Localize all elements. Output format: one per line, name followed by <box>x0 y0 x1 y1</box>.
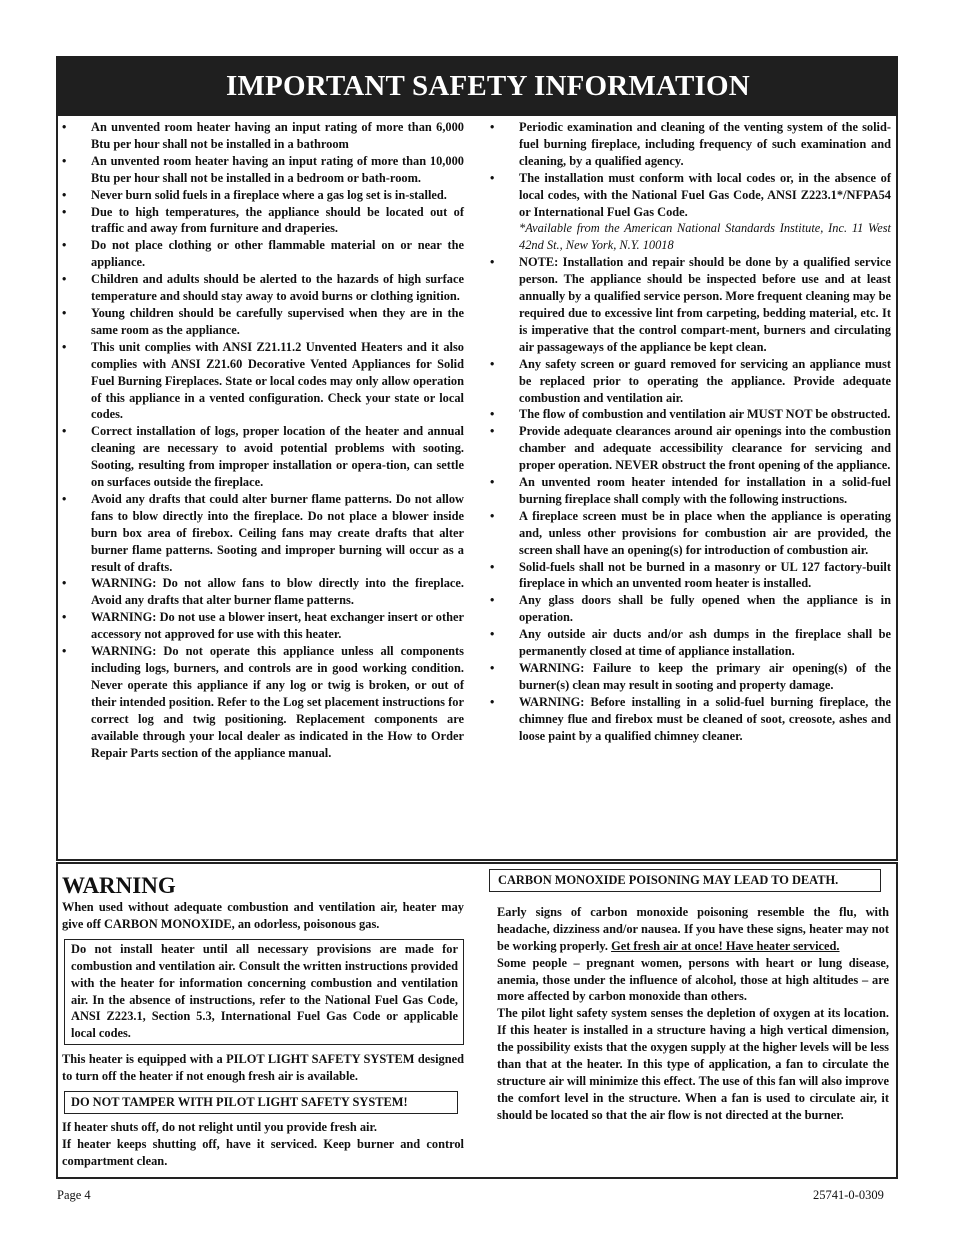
item-text: WARNING: Failure to keep the primary air opening(s) of the burner(s) clean may result in sooting and property damage. <box>519 661 891 692</box>
list-item <box>62 119 464 153</box>
bullet-icon: • <box>62 644 67 659</box>
bullet-icon: • <box>490 120 495 134</box>
bullet-icon: • <box>490 661 495 675</box>
warning-heading: WARNING <box>62 873 176 898</box>
item-text: Young children should be carefully supervised when they are in the same room as the appliance. <box>91 305 464 337</box>
bullet-icon: • <box>62 424 67 439</box>
page-number: Page 4 <box>57 1188 91 1202</box>
bullet-icon: • <box>62 305 67 320</box>
item-text: WARNING: Do not operate this appliance unless all components including logs, burners, and controls are in good working condition. Never operate this appliance if any log or twig is broken, or out of their intended position. Refer to the Log set placement instructions for correct log and twig positioning. Replacement components are available through your local dealer as indicated in the How to Order Repair Parts section of the appliance manual. <box>91 644 464 760</box>
bullet-icon: • <box>490 356 495 371</box>
list-item <box>62 187 464 204</box>
list-item <box>490 660 891 694</box>
list-item <box>62 305 464 339</box>
left-bullet-list <box>62 119 464 761</box>
bullet-icon: • <box>490 255 495 270</box>
bullet-icon: • <box>62 272 67 287</box>
list-item <box>490 592 891 626</box>
item-text: The installation must conform with local codes or, in the absence of local codes, with the National Fuel Gas Code, ANSI Z223.1*/NFPA54 or International Fuel Gas Code. <box>519 170 891 219</box>
bullet-icon: • <box>62 576 67 591</box>
warning-section <box>62 873 464 1170</box>
ventilation-notice-text: Do not install heater until all necessary provisions are made for combustion and ventilation air. Consult the written instructions provided with the heater for information concerning combustion and ventilation air. In the absence of instructions, refer to the National Fuel Gas Code, ANSI Z223.1, Section 5.3, International Fuel Gas Code or applicable local codes. <box>71 941 458 1041</box>
warning-intro: When used without adequate combustion and ventilation air, heater may give off CARBON MONOXIDE, an odorless, poisonous gas. <box>62 900 464 931</box>
co-paragraph-1 <box>497 904 889 955</box>
list-item <box>62 153 464 187</box>
list-item <box>490 406 891 423</box>
document-number: 25741-0-0309 <box>813 1188 884 1202</box>
bullet-icon: • <box>62 187 67 202</box>
item-text: A fireplace screen must be in place when the appliance is operating and, unless other provisions for combustion air are provided, the screen shall have an opening(s) for introduction of combustion air. <box>519 508 891 557</box>
item-text: Avoid any drafts that could alter burner flame patterns. Do not allow fans to blow directly into the fireplace. Do not place a blower inside burn box area of firebox. Ceiling fans may create drafts that alter burner flame patterns. Sooting and improper burning will occur as a result of drafts. <box>91 491 464 574</box>
list-item <box>62 204 464 238</box>
item-text: Due to high temperatures, the appliance should be located out of traffic and away from furniture and draperies. <box>91 204 464 236</box>
list-item <box>62 609 464 643</box>
item-text: Any safety screen or guard removed for servicing an appliance must be replaced prior to operating the appliance. Provide adequate combustion and ventilation air. <box>519 356 891 405</box>
right-column <box>490 119 891 745</box>
left-column <box>62 119 464 761</box>
title-bar <box>56 56 898 116</box>
bullet-icon: • <box>62 120 67 134</box>
item-text: WARNING: Do not allow fans to blow directly into the fireplace. Avoid any drafts that alter burner flame patterns. <box>91 576 464 608</box>
list-item <box>62 271 464 305</box>
carbon-monoxide-section <box>497 869 889 1124</box>
bullet-icon: • <box>62 153 67 168</box>
item-text: Provide adequate clearances around air openings into the combustion chamber and adequate accessibility clearance for servicing and proper operation. NEVER obstruct the front opening of the appliance. <box>519 424 891 473</box>
bullet-icon: • <box>490 508 495 523</box>
shutoff-text-1: If heater shuts off, do not relight until you provide fresh air. <box>62 1119 377 1134</box>
list-item <box>62 491 464 576</box>
right-bullet-list <box>490 119 891 745</box>
list-item <box>490 626 891 660</box>
bullet-icon: • <box>490 627 495 642</box>
bullet-icon: • <box>490 424 495 439</box>
bullet-icon: • <box>490 593 495 608</box>
list-item <box>490 508 891 559</box>
list-item <box>62 575 464 609</box>
ansi-availability-note: *Available from the American National Standards Institute, Inc. 11 West 42nd St., New York, N.Y. 10018 <box>519 221 891 253</box>
item-text: Do not place clothing or other flammable material on or near the appliance. <box>91 238 464 270</box>
co-paragraph-3: The pilot light safety system senses the depletion of oxygen at its location. If this heater is installed in a structure having a high vertical dimension, the possibility exists that the oxygen supply at the higher levels will be less than that at the heater. In this type of application, a fan to circulate the structure air will minimize this effect. The use of this fan will also improve the comfort level in the structure. When a fan is used to circulate air, it should be located so that the air flow is not directed at the burner. <box>497 1006 889 1122</box>
item-text: Never burn solid fuels in a fireplace where a gas log set is in-stalled. <box>91 187 447 202</box>
item-text: An unvented room heater having an input rating of more than 10,000 Btu per hour shall not be installed in a bedroom or bath-room. <box>91 153 464 185</box>
item-text: NOTE: Installation and repair should be done by a qualified service person. The appliance should be inspected before use and at least annually by a qualified service person. More frequent cleaning may be required due to excessive lint from carpeting, bedding material, etc. It is imperative that the control compart-ment, burners and circulating air passageways of the appliance be kept clean. <box>519 255 891 354</box>
list-item <box>490 694 891 745</box>
list-item <box>62 423 464 491</box>
item-text: Correct installation of logs, proper location of the heater and annual cleaning are necessary to avoid potential problems with sooting. Sooting, resulting from improper installation or opera-tion, can settle on surfaces outside the fireplace. <box>91 424 464 490</box>
list-item <box>490 170 891 255</box>
bullet-icon: • <box>62 491 67 506</box>
item-text: WARNING: Do not use a blower insert, heat exchanger insert or other accessory not approved for use with this heater. <box>91 610 464 642</box>
co-paragraph-2: Some people – pregnant women, persons with heart or lung disease, anemia, those under the influence of alcohol, those at high altitudes – are more affected by carbon monoxide than others. <box>497 955 889 1004</box>
item-text: Any glass doors shall be fully opened when the appliance is in operation. <box>519 593 891 625</box>
bullet-icon: • <box>490 559 495 574</box>
item-text: Solid-fuels shall not be burned in a masonry or UL 127 factory-built fireplace in which an unvented room heater is installed. <box>519 559 891 591</box>
item-text: An unvented room heater having an input rating of more than 6,000 Btu per hour shall not be installed in a bathroom <box>91 120 464 151</box>
bullet-icon: • <box>490 694 495 709</box>
item-text: An unvented room heater intended for installation in a solid-fuel burning fireplace shall comply with the following instructions. <box>519 475 891 506</box>
pilot-light-text: This heater is equipped with a PILOT LIGHT SAFETY SYSTEM designed to turn off the heater if not enough fresh air is available. <box>62 1052 464 1084</box>
list-item <box>490 559 891 593</box>
ventilation-notice-box <box>64 939 464 1045</box>
bullet-icon: • <box>62 238 67 253</box>
list-item <box>62 237 464 271</box>
item-text: Children and adults should be alerted to the hazards of high surface temperature and should stay away to avoid burns or clothing ignition. <box>91 272 464 304</box>
tamper-warning-box <box>64 1091 458 1114</box>
bullet-icon: • <box>490 170 495 185</box>
item-text: The flow of combustion and ventilation air MUST NOT be obstructed. <box>519 407 891 422</box>
list-item <box>490 254 891 355</box>
item-text: Any outside air ducts and/or ash dumps in the fireplace shall be permanently closed at time of appliance installation. <box>519 627 891 659</box>
bullet-icon: • <box>62 339 67 354</box>
item-text: This unit complies with ANSI Z21.11.2 Unvented Heaters and it also complies with ANSI Z21.60 Decorative Vented Appliances for Solid Fuel Burning Fireplaces. State or local codes may only allow operation of this appliance in a vented configuration. Check your state or local codes. <box>91 339 464 422</box>
list-item <box>490 356 891 407</box>
item-text: Periodic examination and cleaning of the venting system of the solid-fuel burning fireplace, including frequency of such examination and cleaning, by a qualified agency. <box>519 120 891 168</box>
co-symptoms-text: Early signs of carbon monoxide poisoning resemble the flu, with headache, dizziness and/or nausea. If you have these signs, heater may not be working properly. <box>497 904 889 953</box>
co-action-text: Get fresh air at once! Have heater serviced. <box>611 938 840 953</box>
list-item <box>490 423 891 474</box>
page-title: IMPORTANT SAFETY INFORMATION <box>226 69 750 102</box>
tamper-warning-text: DO NOT TAMPER WITH PILOT LIGHT SAFETY SYSTEM! <box>71 1095 408 1110</box>
list-item <box>490 119 891 170</box>
list-item <box>62 643 464 761</box>
item-text: WARNING: Before installing in a solid-fuel burning fireplace, the chimney flue and firebox must be cleaned of soot, creosote, ashes and loose paint by a qualified chimney cleaner. <box>519 694 891 743</box>
list-item <box>62 339 464 424</box>
bullet-icon: • <box>62 610 67 625</box>
shutoff-text-2: If heater keeps shutting off, have it serviced. Keep burner and control compartment clean. <box>62 1136 464 1168</box>
bullet-icon: • <box>490 407 495 422</box>
co-warning-text: CARBON MONOXIDE POISONING MAY LEAD TO DEATH. <box>498 873 839 887</box>
bullet-icon: • <box>62 204 67 219</box>
bullet-icon: • <box>490 475 495 490</box>
co-warning-box <box>489 869 881 892</box>
list-item <box>490 474 891 508</box>
